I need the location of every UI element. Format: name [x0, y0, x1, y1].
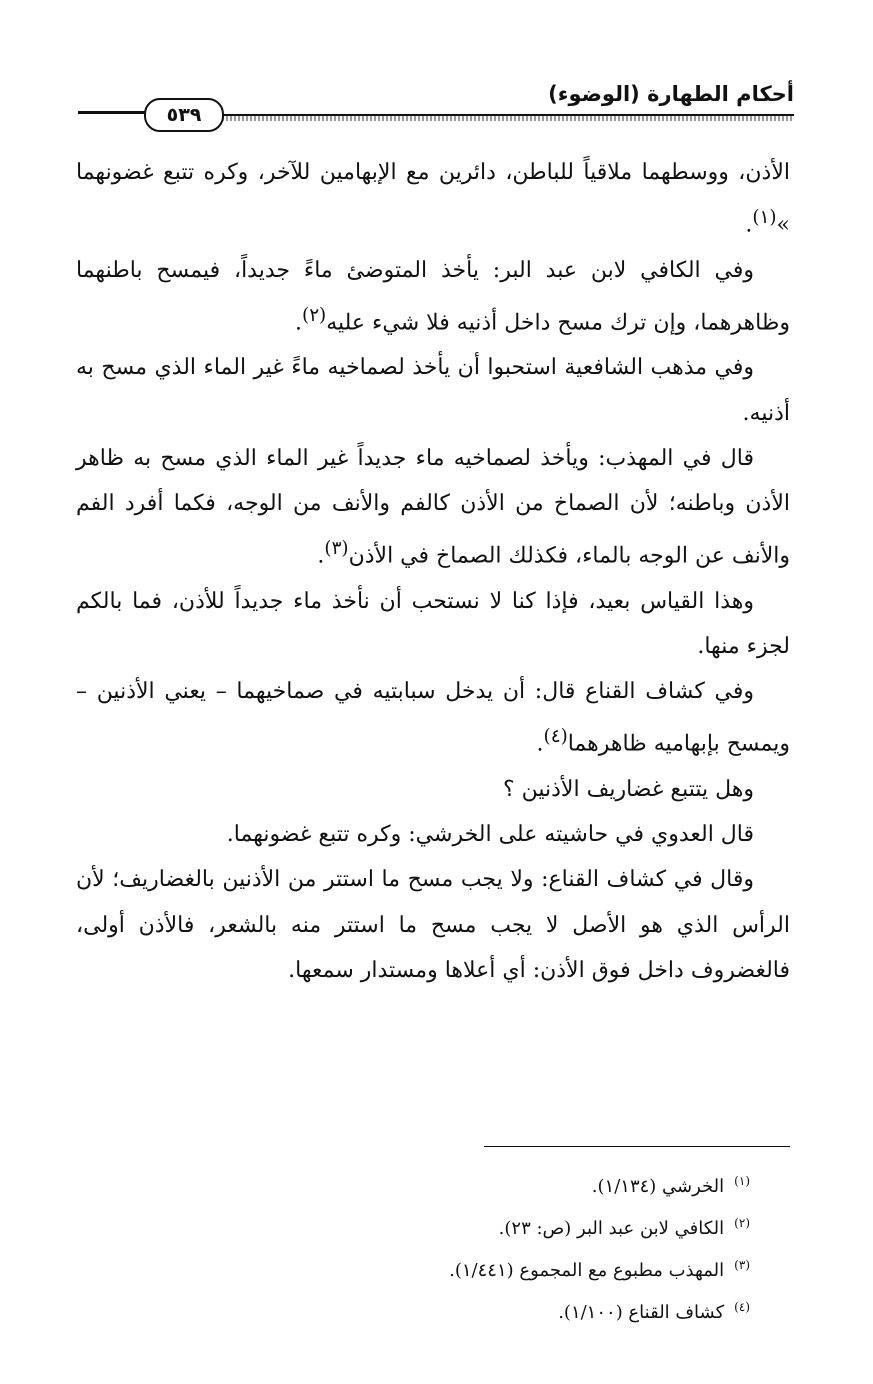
footnote — [300, 1286, 750, 1328]
page-header — [78, 78, 794, 130]
paragraph: وهل يتتبع غضاريف الأذنين ؟ — [502, 776, 754, 802]
footnote — [300, 1244, 750, 1286]
paragraph: وفي مذهب الشافعية استحبوا أن يأخذ لصماخيه ماءً غير الماء الذي مسح به أذنيه. — [76, 355, 790, 426]
footnote-number: (٤) — [734, 1300, 750, 1314]
footnote-ref: (٣) — [324, 538, 349, 560]
paragraph: قال في المهذب: ويأخذ لصماخيه ماء جديداً غير الماء الذي مسح به ظاهر الأذن وباطنه؛ لأن الصماخ من الأذن كالفم والأنف من الوجه، فكما أفرد الفم والأنف عن الوجه بالماء، فكذلك الصماخ في الأذن$^{(٣)}$. — [76, 445, 790, 569]
paragraph: قال العدوي في حاشيته على الخرشي: وكره تتبع غضونهما. — [226, 822, 754, 848]
footnote-number: (١) — [734, 1174, 750, 1188]
paragraph: وقال في كشاف القناع: ولا يجب مسح ما استتر من الأذنين بالغضاريف؛ لأن الرأس الذي هو الأصل لا يجب مسح ما استتر منه بالشعر، فالأذن أولى، فالغضروف داخل فوق الأذن: أي أعلاها ومستدار سمعها. — [76, 867, 790, 983]
paragraph: وهذا القياس بعيد، فإذا كنا لا نستحب أن نأخذ ماء جديداً للأذن، فما بالكم لجزء منها. — [76, 588, 790, 660]
footnote-ref: (٤) — [543, 726, 568, 748]
paragraph: وفي كشاف القناع قال: أن يدخل سبابتيه في صماخيهما – يعني الأذنين – ويمسح بإبهاميه ظاهرهما$^{(٤)}$. — [76, 679, 790, 757]
footnote-ref: (١) — [752, 207, 777, 229]
footnote — [300, 1160, 750, 1202]
running-title: أحكام الطهارة (الوضوء) — [548, 82, 794, 106]
footnote-text: الكافي لابن عبد البر (ص: ٢٣). — [498, 1218, 725, 1239]
footnote-text: الخرشي (١/١٣٤). — [591, 1176, 725, 1197]
footnote-ref: (٢) — [302, 304, 327, 326]
footnote-number: (٣) — [734, 1258, 750, 1272]
footnote-text: كشاف القناع (١/١٠٠). — [558, 1302, 725, 1323]
header-rule — [218, 114, 794, 121]
footnotes — [300, 1160, 750, 1328]
header-rule-left — [78, 111, 148, 114]
footnote-number: (٢) — [734, 1216, 750, 1230]
footnote-text: المهذب مطبوع مع المجموع (١/٤٤١). — [449, 1260, 725, 1281]
paragraph: الأذن، ووسطهما ملاقياً للباطن، دائرين مع الإبهامين للآخر، وكره تتبع غضونهما »$^{(١)}$. — [76, 160, 790, 238]
footnote-separator — [484, 1146, 790, 1147]
footnote — [300, 1202, 750, 1244]
main-text — [76, 150, 790, 993]
page-number: ٥٣٩ — [144, 98, 224, 132]
paragraph: وفي الكافي لابن عبد البر: يأخذ المتوضئ ماءً جديداً، فيمسح باطنهما وظاهرهما، وإن ترك مسح داخل أذنيه فلا شيء عليه$^{(٢)}$. — [76, 257, 790, 336]
